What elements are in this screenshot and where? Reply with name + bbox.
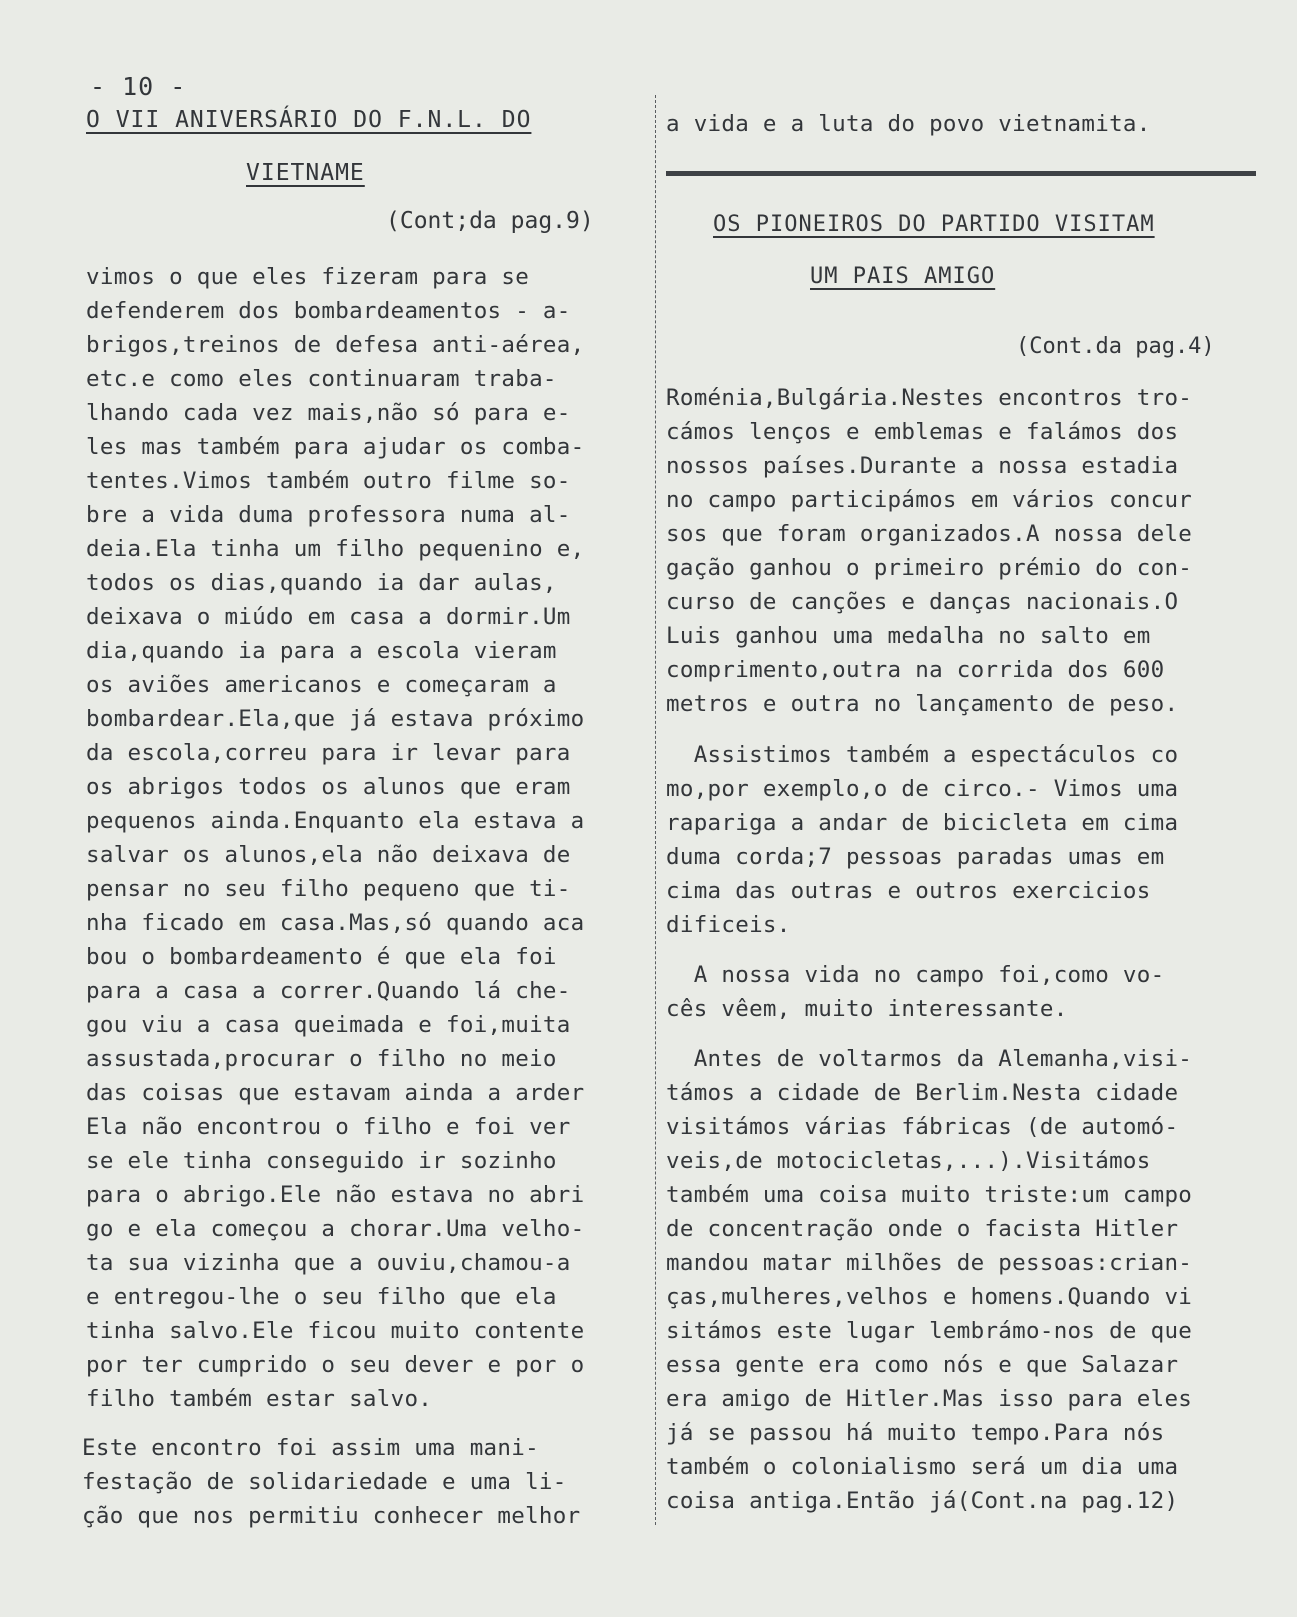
- text-line: das coisas que estavam ainda a arder: [86, 1080, 585, 1106]
- text-line: ças,mulheres,velhos e homens.Quando vi: [666, 1284, 1193, 1310]
- left-article-body: [86, 260, 584, 1416]
- text-line: os abrigos todos os alunos que eram: [86, 774, 571, 800]
- text-line: brigos,treinos de defesa anti-aérea,: [86, 332, 585, 358]
- text-line: curso de canções e danças nacionais.O: [666, 589, 1179, 615]
- text-line: deia.Ela tinha um filho pequenino e,: [86, 536, 585, 562]
- text-line: festação de solidariedade e uma li-: [82, 1469, 567, 1495]
- left-continuation-note: (Cont;da pag.9): [386, 208, 594, 234]
- text-line: assustada,procurar o filho no meio: [86, 1046, 557, 1072]
- text-line: Assistimos também a espectáculos co: [666, 742, 1179, 768]
- text-line: também uma coisa muito triste:um campo: [666, 1182, 1193, 1208]
- text-line: Antes de voltarmos da Alemanha,visi-: [666, 1046, 1193, 1072]
- text-line: vimos o que eles fizeram para se: [86, 264, 530, 290]
- text-line: tentes.Vimos também outro filme so-: [86, 468, 571, 494]
- text-line: de concentração onde o facista Hitler: [666, 1216, 1179, 1242]
- right-paragraph-1: [666, 381, 1192, 721]
- text-line: para o abrigo.Ele não estava no abri: [86, 1182, 585, 1208]
- text-line: os aviões americanos e começaram a: [86, 672, 557, 698]
- text-line: gou viu a casa queimada e foi,muita: [86, 1012, 571, 1038]
- text-line: se ele tinha conseguido ir sozinho: [86, 1148, 557, 1174]
- text-line: para a casa a correr.Quando lá che-: [86, 978, 571, 1004]
- text-line: A nossa vida no campo foi,como vo-: [666, 962, 1165, 988]
- right-article-title-continued: UM PAIS AMIGO: [810, 264, 996, 289]
- text-line: essa gente era como nós e que Salazar: [666, 1352, 1179, 1378]
- text-line: sitámos este lugar lembrámo-nos de que: [666, 1318, 1193, 1344]
- right-column-top-line: [666, 107, 1151, 141]
- text-line: dia,quando ia para a escola vieram: [86, 638, 557, 664]
- text-line: comprimento,outra na corrida dos 600: [666, 657, 1165, 683]
- text-line: sos que foram organizados.A nossa dele: [666, 521, 1193, 547]
- text-line: visitámos várias fábricas (de automó-: [666, 1114, 1179, 1140]
- text-line: ta sua vizinha que a ouviu,chamou-a: [86, 1250, 571, 1276]
- text-line: metros e outra no lançamento de peso.: [666, 691, 1179, 717]
- text-line: cês vêem, muito interessante.: [666, 996, 1068, 1022]
- text-line: tinha salvo.Ele ficou muito contente: [86, 1318, 585, 1344]
- text-line: dificeis.: [666, 912, 791, 938]
- text-line: e entregou-lhe o seu filho que ela: [86, 1284, 557, 1310]
- text-line: cima das outras e outros exercicios: [666, 878, 1151, 904]
- text-line: bou o bombardeamento é que ela foi: [86, 944, 557, 970]
- column-divider: [655, 95, 656, 1525]
- text-line: também o colonialismo será um dia uma: [666, 1454, 1179, 1480]
- text-line: go e ela começou a chorar.Uma velho-: [86, 1216, 585, 1242]
- text-line: bombardear.Ela,que já estava próximo: [86, 706, 585, 732]
- text-line: pequenos ainda.Enquanto ela estava a: [86, 808, 585, 834]
- text-line: salvar os alunos,ela não deixava de: [86, 842, 571, 868]
- text-line: veis,de motocicletas,...).Visitámos: [666, 1148, 1151, 1174]
- left-article-title: O VII ANIVERSÁRIO DO F.N.L. DO: [86, 107, 532, 133]
- left-article-title-continued: VIETNAME: [246, 160, 365, 186]
- text-line: mo,por exemplo,o de circo.- Vimos uma: [666, 776, 1179, 802]
- text-line: todos os dias,quando ia dar aulas,: [86, 570, 557, 596]
- text-line: por ter cumprido o seu dever e por o: [86, 1352, 585, 1378]
- text-line: da escola,correu para ir levar para: [86, 740, 571, 766]
- text-line: les mas também para ajudar os comba-: [86, 434, 585, 460]
- text-line: nossos países.Durante a nossa estadia: [666, 453, 1179, 479]
- text-line: era amigo de Hitler.Mas isso para eles: [666, 1386, 1193, 1412]
- text-line: Ela não encontrou o filho e foi ver: [86, 1114, 571, 1140]
- text-line: Este encontro foi assim uma mani-: [82, 1435, 539, 1461]
- text-line: rapariga a andar de bicicleta em cima: [666, 810, 1179, 836]
- text-line: támos a cidade de Berlim.Nesta cidade: [666, 1080, 1179, 1106]
- right-continuation-note: (Cont.da pag.4): [1016, 334, 1215, 359]
- text-line: etc.e como eles continuaram traba-: [86, 366, 557, 392]
- text-line: gação ganhou o primeiro prémio do con-: [666, 555, 1193, 581]
- text-line: defenderem dos bombardeamentos - a-: [86, 298, 571, 324]
- text-line: ção que nos permitiu conhecer melhor: [82, 1503, 581, 1529]
- text-line: Roménia,Bulgária.Nestes encontros tro-: [666, 385, 1193, 411]
- text-line: filho também estar salvo.: [86, 1386, 433, 1412]
- text-line: cámos lenços e emblemas e falámos dos: [666, 419, 1179, 445]
- text-line: duma corda;7 pessoas paradas umas em: [666, 844, 1165, 870]
- text-line: deixava o miúdo em casa a dormir.Um: [86, 604, 571, 630]
- text-line: lhando cada vez mais,não só para e-: [86, 400, 571, 426]
- text-line: pensar no seu filho pequeno que ti-: [86, 876, 571, 902]
- text-line: Luis ganhou uma medalha no salto em: [666, 623, 1151, 649]
- right-article-title: OS PIONEIROS DO PARTIDO VISITAM: [713, 212, 1155, 237]
- left-article-closing-paragraph: [82, 1431, 580, 1533]
- page-number: - 10 -: [90, 72, 187, 101]
- text-line: a vida e a luta do povo vietnamita.: [666, 111, 1151, 137]
- text-line: coisa antiga.Então já(Cont.na pag.12): [666, 1488, 1179, 1514]
- text-line: já se passou há muito tempo.Para nós: [666, 1420, 1165, 1446]
- right-paragraph-2: [666, 738, 1178, 942]
- text-line: bre a vida duma professora numa al-: [86, 502, 571, 528]
- right-paragraph-3: [666, 958, 1164, 1026]
- text-line: mandou matar milhões de pessoas:crian-: [666, 1250, 1193, 1276]
- right-paragraph-4: [666, 1042, 1192, 1518]
- text-line: nha ficado em casa.Mas,só quando aca: [86, 910, 585, 936]
- text-line: no campo participámos em vários concur: [666, 487, 1193, 513]
- horizontal-rule: [666, 171, 1256, 176]
